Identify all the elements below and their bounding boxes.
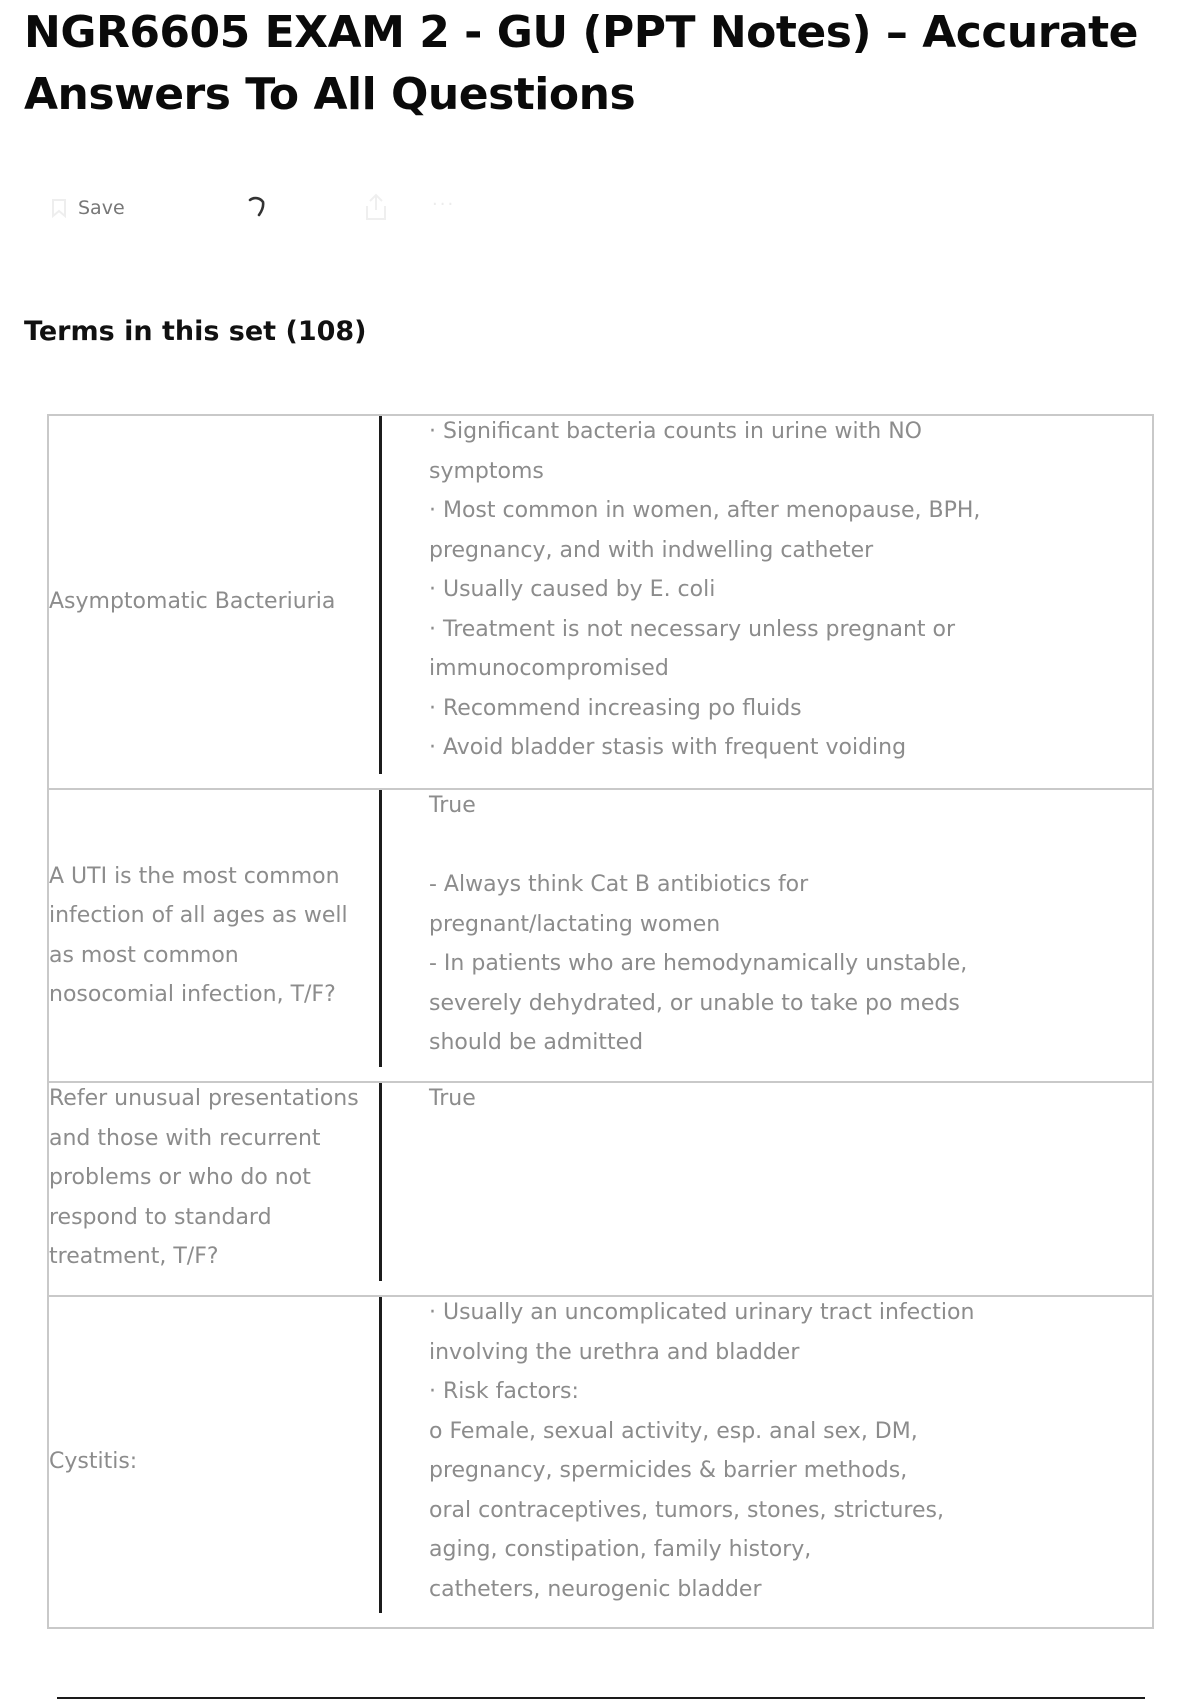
toolbar xyxy=(50,190,510,226)
column-divider xyxy=(379,416,382,774)
column-divider xyxy=(379,1297,382,1613)
definition-text: · Significant bacteria counts in urine with NO symptoms · Most common in women, after menopause, BPH, pregnancy, and with indwelling catheter · Usually caused by E. coli · Treatment is not necessary unless pregnant or immunocompromised · Recommend increasing po fluids · Avoid bladder stasis with frequent voiding xyxy=(429,419,981,760)
term-cell xyxy=(48,1082,379,1296)
term-row xyxy=(48,1296,1153,1628)
save-label: Save xyxy=(78,197,125,219)
save-icon xyxy=(50,198,68,218)
definition-text: True - Always think Cat B antibiotics for pregnant/lactating women - In patients who are hemodynamically unstable, severely dehydrated, or unable to take po meds should be admitted xyxy=(429,793,968,1055)
definition-text: True xyxy=(429,1086,476,1111)
term-row xyxy=(48,415,1153,789)
terms-heading: Terms in this set (108) xyxy=(24,316,367,347)
loading-icon xyxy=(244,194,270,220)
page-title: NGR6605 EXAM 2 - GU (PPT Notes) – Accurate Answers To All Questions xyxy=(24,7,1139,120)
share-icon[interactable] xyxy=(362,192,390,222)
definition-cell xyxy=(379,415,1153,789)
term-cell xyxy=(48,415,379,789)
terms-table xyxy=(47,414,1154,1629)
term-row xyxy=(48,789,1153,1082)
definition-cell xyxy=(379,789,1153,1082)
save-button[interactable] xyxy=(50,190,125,226)
term-text: Asymptomatic Bacteriuria xyxy=(49,589,336,615)
more-icon[interactable]: ··· xyxy=(432,194,456,215)
term-text: A UTI is the most common infection of all ages as well as most common nosocomial infection, T/F? xyxy=(49,863,348,1007)
term-cell xyxy=(48,1296,379,1628)
term-row xyxy=(48,1082,1153,1296)
term-text: Cystitis: xyxy=(49,1449,138,1475)
term-text: Refer unusual presentations and those with recurrent problems or who do not respond to standard treatment, T/F? xyxy=(49,1086,359,1269)
definition-cell xyxy=(379,1296,1153,1628)
definition-cell xyxy=(379,1082,1153,1296)
column-divider xyxy=(379,790,382,1067)
definition-text: · Usually an uncomplicated urinary tract infection involving the urethra and bladder · Risk factors: o Female, sexual activity, esp. anal sex, DM, pregnancy, spermicides & barrier methods, oral contraceptives, tumors, stones, strictures, aging, constipation, family history, catheters, neurogenic bladder xyxy=(429,1300,975,1602)
bottom-divider xyxy=(57,1697,1145,1699)
column-divider xyxy=(379,1083,382,1281)
term-cell xyxy=(48,789,379,1082)
